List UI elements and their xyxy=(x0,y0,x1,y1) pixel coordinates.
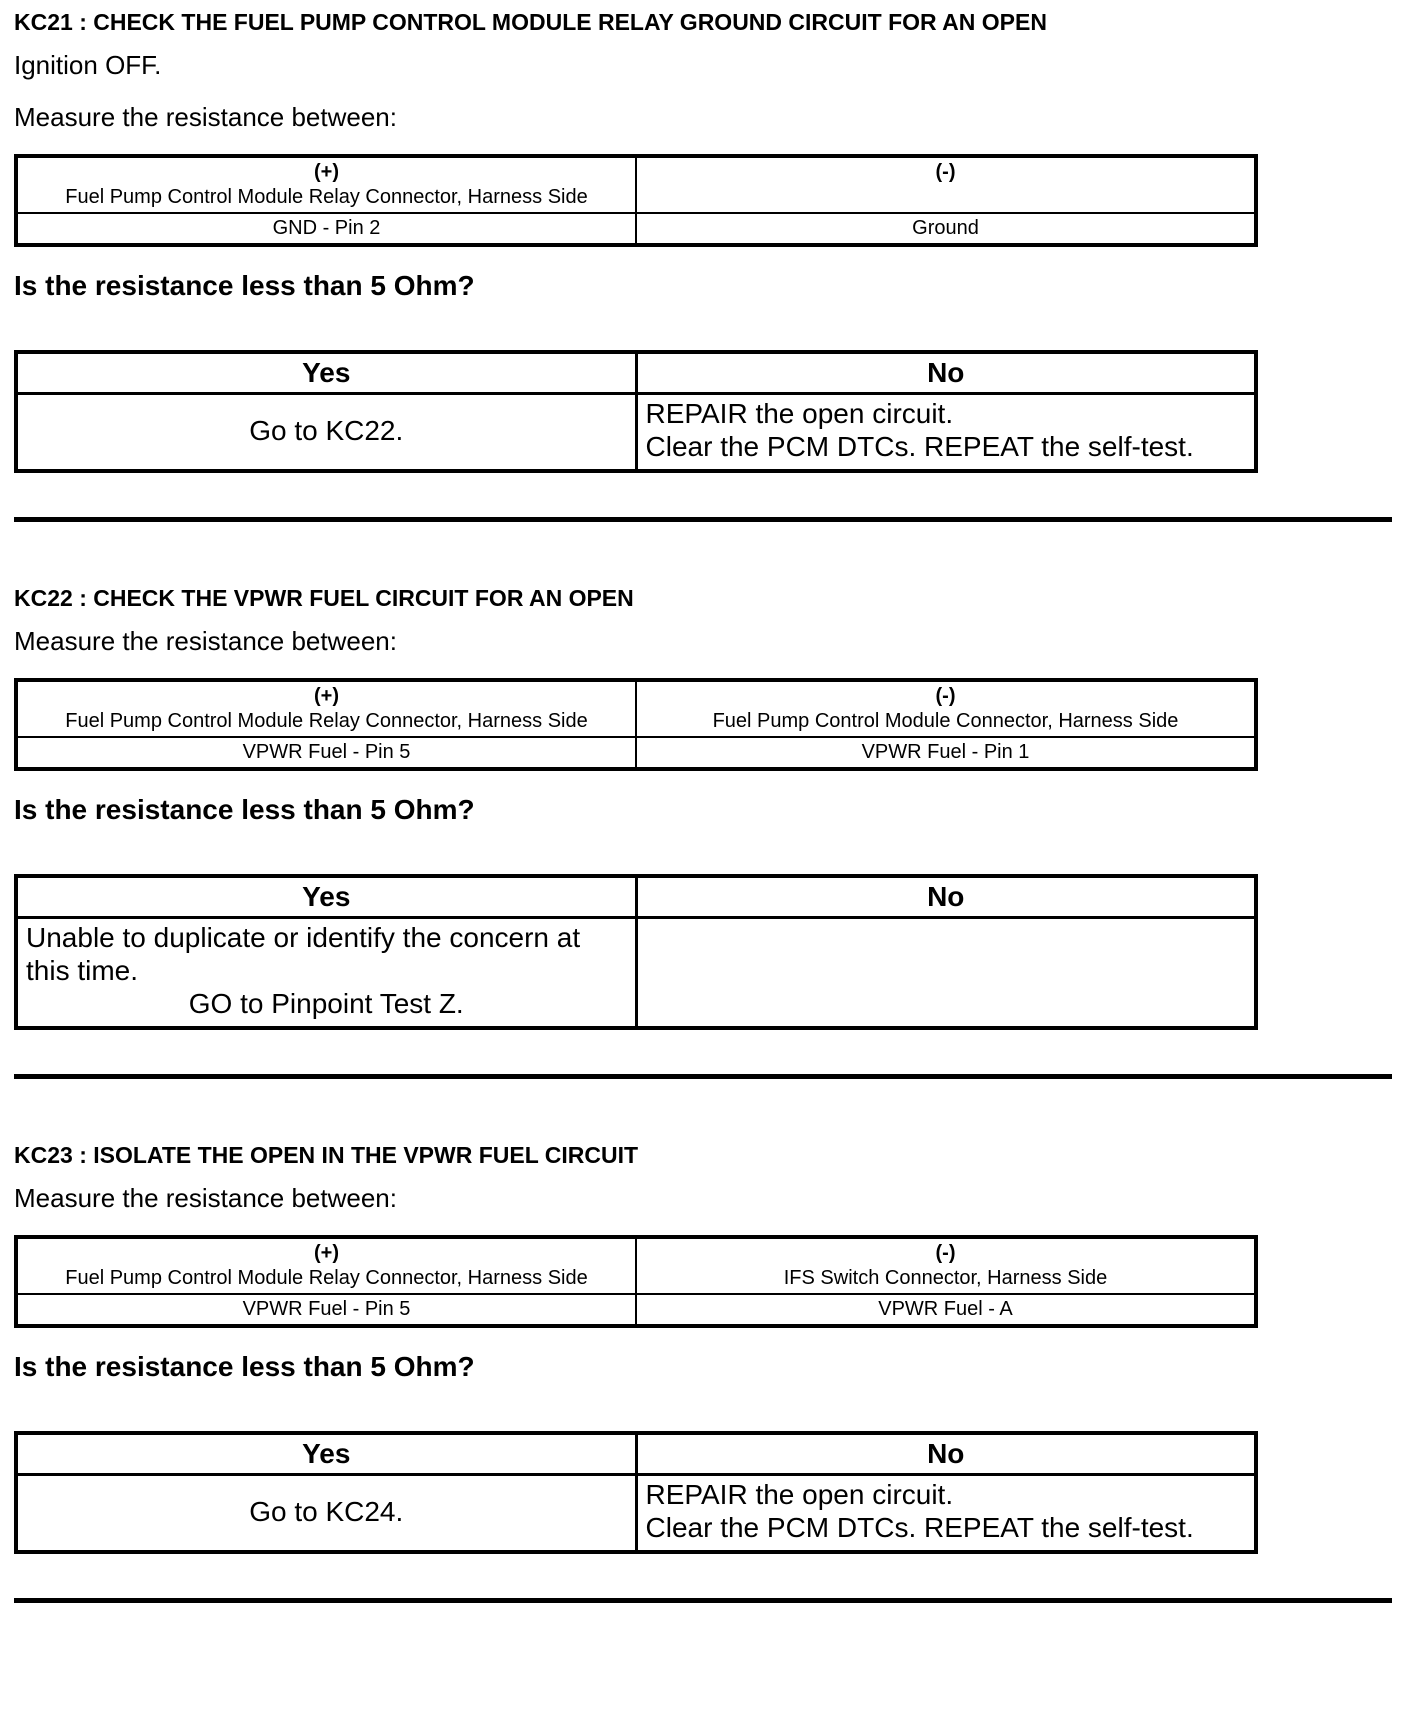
yes-action-line: Go to KC24. xyxy=(249,1495,404,1527)
no-header-cell: No xyxy=(636,876,1256,918)
plus-sign-label: (+) xyxy=(314,1242,339,1264)
result-table xyxy=(14,874,1258,1030)
no-action-line: REPAIR the open circuit. xyxy=(645,1479,954,1510)
no-header-cell: No xyxy=(636,352,1256,394)
plus-connector-label: Fuel Pump Control Module Relay Connector, Harness Side xyxy=(65,1267,588,1289)
resistance-question: Is the resistance less than 5 Ohm? xyxy=(14,270,475,301)
minus-header-cell xyxy=(636,680,1256,737)
result-header-row xyxy=(16,876,1256,918)
instruction-text: Measure the resistance between: xyxy=(14,1183,397,1213)
plus-value-cell: GND - Pin 2 xyxy=(16,213,636,245)
minus-sign-label: (-) xyxy=(935,161,956,183)
section-kc23 xyxy=(14,1141,1392,1554)
section-divider xyxy=(14,517,1392,522)
instruction-text: Measure the resistance between: xyxy=(14,102,397,132)
plus-connector-label: Fuel Pump Control Module Relay Connector, Harness Side xyxy=(65,186,588,208)
minus-sign-label: (-) xyxy=(935,1242,956,1264)
instruction-text: Measure the resistance between: xyxy=(14,626,397,656)
yes-header-cell: Yes xyxy=(16,876,636,918)
yes-cell xyxy=(16,394,636,472)
no-cell xyxy=(636,394,1256,472)
plus-value-cell: VPWR Fuel - Pin 5 xyxy=(16,1294,636,1326)
measurement-header-row xyxy=(16,156,1256,213)
resistance-question: Is the resistance less than 5 Ohm? xyxy=(14,1351,475,1382)
section-divider xyxy=(14,1074,1392,1079)
no-header-cell: No xyxy=(636,1433,1256,1475)
ignition-note: Ignition OFF. xyxy=(14,50,162,80)
result-header-row xyxy=(16,352,1256,394)
result-body-row xyxy=(16,1475,1256,1553)
plus-connector-label: Fuel Pump Control Module Relay Connector, Harness Side xyxy=(65,710,588,732)
measurement-table xyxy=(14,154,1258,247)
no-action-line: Clear the PCM DTCs. REPEAT the self-test. xyxy=(645,431,1194,462)
plus-header-cell xyxy=(16,1237,636,1294)
minus-value-cell: VPWR Fuel - Pin 1 xyxy=(636,737,1256,769)
minus-value-cell: VPWR Fuel - A xyxy=(636,1294,1256,1326)
section-heading: KC23 : ISOLATE THE OPEN IN THE VPWR FUEL CIRCUIT xyxy=(14,1142,639,1168)
yes-action-line: Go to KC22. xyxy=(249,414,404,446)
yes-cell xyxy=(16,1475,636,1553)
no-cell xyxy=(636,1475,1256,1553)
section-heading: KC21 : CHECK THE FUEL PUMP CONTROL MODULE RELAY GROUND CIRCUIT FOR AN OPEN xyxy=(14,9,1047,35)
minus-sign-label: (-) xyxy=(935,685,956,707)
section-heading: KC22 : CHECK THE VPWR FUEL CIRCUIT FOR AN OPEN xyxy=(14,585,634,611)
plus-value-cell: VPWR Fuel - Pin 5 xyxy=(16,737,636,769)
yes-header-cell: Yes xyxy=(16,352,636,394)
result-body-row xyxy=(16,394,1256,472)
measurement-header-row xyxy=(16,680,1256,737)
plus-header-cell xyxy=(16,680,636,737)
minus-value-cell: Ground xyxy=(636,213,1256,245)
minus-header-cell xyxy=(636,156,1256,213)
measurement-value-row xyxy=(16,213,1256,245)
yes-action-line: GO to Pinpoint Test Z. xyxy=(188,988,464,1019)
result-table xyxy=(14,1431,1258,1554)
result-header-row xyxy=(16,1433,1256,1475)
yes-status-line: Unable to duplicate or identify the concern at this time. xyxy=(26,922,581,986)
resistance-question: Is the resistance less than 5 Ohm? xyxy=(14,794,475,825)
no-cell xyxy=(636,918,1256,1029)
measurement-table xyxy=(14,1235,1258,1328)
section-kc21 xyxy=(14,8,1392,473)
measurement-table xyxy=(14,678,1258,771)
minus-connector-label: IFS Switch Connector, Harness Side xyxy=(783,1267,1108,1289)
section-kc22 xyxy=(14,584,1392,1030)
plus-header-cell xyxy=(16,156,636,213)
section-divider xyxy=(14,1598,1392,1603)
yes-cell xyxy=(16,918,636,1029)
plus-sign-label: (+) xyxy=(314,685,339,707)
measurement-header-row xyxy=(16,1237,1256,1294)
no-action-line: REPAIR the open circuit. xyxy=(645,398,954,429)
result-table xyxy=(14,350,1258,473)
minus-header-cell xyxy=(636,1237,1256,1294)
plus-sign-label: (+) xyxy=(314,161,339,183)
result-body-row xyxy=(16,918,1256,1029)
minus-connector-label: Fuel Pump Control Module Connector, Harness Side xyxy=(712,710,1179,732)
no-action-line: Clear the PCM DTCs. REPEAT the self-test. xyxy=(645,1512,1194,1543)
measurement-value-row xyxy=(16,737,1256,769)
yes-header-cell: Yes xyxy=(16,1433,636,1475)
measurement-value-row xyxy=(16,1294,1256,1326)
